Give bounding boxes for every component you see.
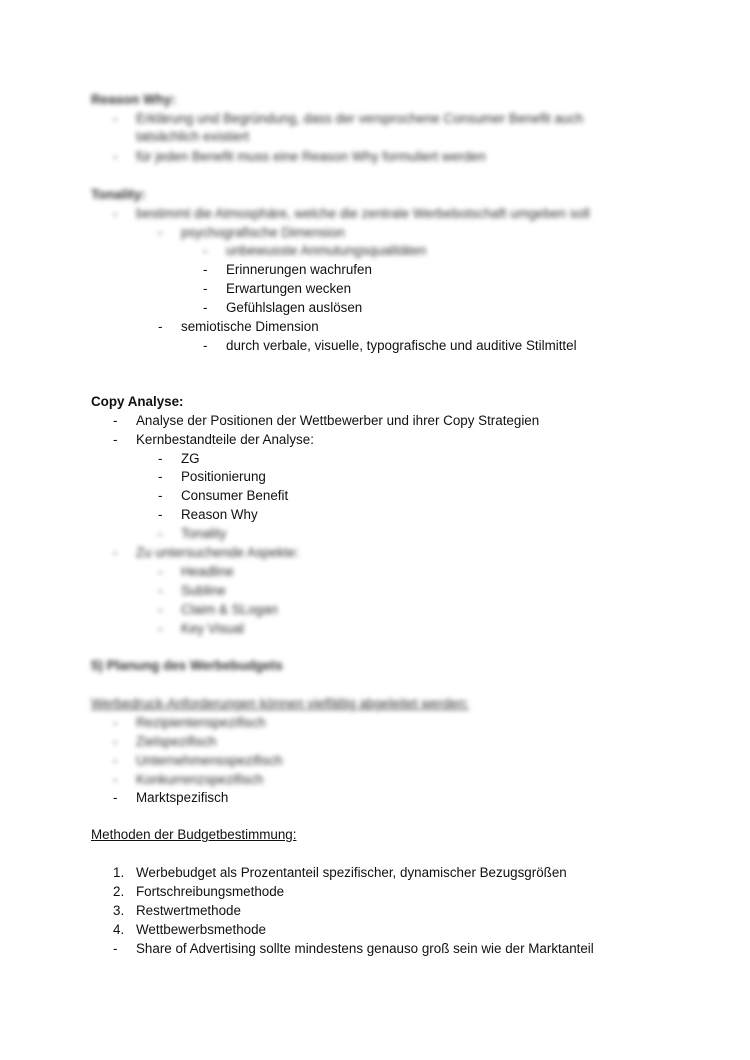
psycho-item: unbewusste Anmutungsqualitäten xyxy=(226,243,427,258)
bullet-dash: - xyxy=(113,734,118,749)
list-number: 2. xyxy=(113,884,125,899)
copy-analyse-heading: Copy Analyse: xyxy=(91,394,184,409)
bullet-dash: - xyxy=(113,941,118,956)
tonality-item: bestimmt die Atmosphäre, welche die zentrale Werbebotschaft umgeben soll xyxy=(136,206,590,221)
tonality-heading: Tonality: xyxy=(91,187,146,202)
method-item: Werbebudget als Prozentanteil spezifischer, dynamischer Bezugsgrößen xyxy=(136,865,567,880)
reason-why-item: Erklärung und Begründung, dass der versprochene Consumer Benefit auch xyxy=(136,111,584,126)
bullet-dash: - xyxy=(113,753,118,768)
bullet-dash: - xyxy=(158,602,163,617)
bullet-dash: - xyxy=(158,526,163,541)
copy-item: Zu untersuchende Aspekte: xyxy=(136,545,300,560)
list-number: 3. xyxy=(113,903,125,918)
kern-item: Consumer Benefit xyxy=(181,488,289,503)
budget-subheading: Werbedruck-Anforderungen können vielfältig abgeleitet werden: xyxy=(91,696,469,711)
bullet-dash: - xyxy=(203,262,208,277)
bullet-dash: - xyxy=(113,715,118,730)
kern-item: Positionierung xyxy=(181,469,266,484)
bullet-dash: - xyxy=(158,319,163,334)
method-note: Share of Advertising sollte mindestens genauso groß sein wie der Marktanteil xyxy=(136,941,594,956)
bullet-dash: - xyxy=(158,621,163,636)
semio-dimension: semiotische Dimension xyxy=(181,319,319,334)
reason-why-heading: Reason Why: xyxy=(91,92,176,107)
aspekt-item: Headline xyxy=(181,564,234,579)
bullet-dash: - xyxy=(113,149,118,164)
method-item: Wettbewerbsmethode xyxy=(136,922,267,937)
bullet-dash: - xyxy=(203,243,208,258)
aspekt-item: Subline xyxy=(181,583,226,598)
budget-item: Konkurrenzspezifisch xyxy=(136,772,264,787)
bullet-dash: - xyxy=(203,338,208,353)
bullet-dash: - xyxy=(113,772,118,787)
budget-item: Unternehmensspezifisch xyxy=(136,753,283,768)
method-item: Restwertmethode xyxy=(136,903,241,918)
bullet-dash: - xyxy=(158,507,163,522)
bullet-dash: - xyxy=(158,451,163,466)
bullet-dash: - xyxy=(113,413,118,428)
kern-item: Reason Why xyxy=(181,507,258,522)
budget-item: Marktspezifisch xyxy=(136,790,229,805)
bullet-dash: - xyxy=(158,225,163,240)
list-number: 4. xyxy=(113,922,125,937)
psycho-item: Gefühlslagen auslösen xyxy=(226,300,363,315)
bullet-dash: - xyxy=(113,206,118,221)
reason-why-item: für jeden Benefit muss eine Reason Why formuliert werden xyxy=(136,149,486,164)
budget-heading: 5) Planung des Werbebudgets xyxy=(91,658,283,673)
kern-item: Tonality xyxy=(181,526,227,541)
bullet-dash: - xyxy=(158,564,163,579)
method-item: Fortschreibungsmethode xyxy=(136,884,285,899)
psycho-dimension: psychografische Dimension xyxy=(181,225,345,240)
bullet-dash: - xyxy=(158,469,163,484)
budget-item: Rezipientenspezifisch xyxy=(136,715,266,730)
kern-item: ZG xyxy=(181,451,200,466)
psycho-item: Erinnerungen wachrufen xyxy=(226,262,372,277)
budget-item: Zielspezifisch xyxy=(136,734,217,749)
reason-why-item-cont: tatsächlich existiert xyxy=(136,129,250,144)
bullet-dash: - xyxy=(158,488,163,503)
copy-item: Kernbestandteile der Analyse: xyxy=(136,432,314,447)
aspekt-item: Claim & SLogan xyxy=(181,602,278,617)
bullet-dash: - xyxy=(113,790,118,805)
bullet-dash: - xyxy=(203,300,208,315)
methods-heading: Methoden der Budgetbestimmung: xyxy=(91,827,297,842)
psycho-item: Erwartungen wecken xyxy=(226,281,352,296)
bullet-dash: - xyxy=(113,432,118,447)
semio-item: durch verbale, visuelle, typografische und auditive Stilmittel xyxy=(226,338,577,353)
aspekt-item: Key Visual xyxy=(181,621,245,636)
bullet-dash: - xyxy=(203,281,208,296)
bullet-dash: - xyxy=(158,583,163,598)
bullet-dash: - xyxy=(113,111,118,126)
copy-item: Analyse der Positionen der Wettbewerber und ihrer Copy Strategien xyxy=(136,413,540,428)
list-number: 1. xyxy=(113,865,125,880)
bullet-dash: - xyxy=(113,545,118,560)
